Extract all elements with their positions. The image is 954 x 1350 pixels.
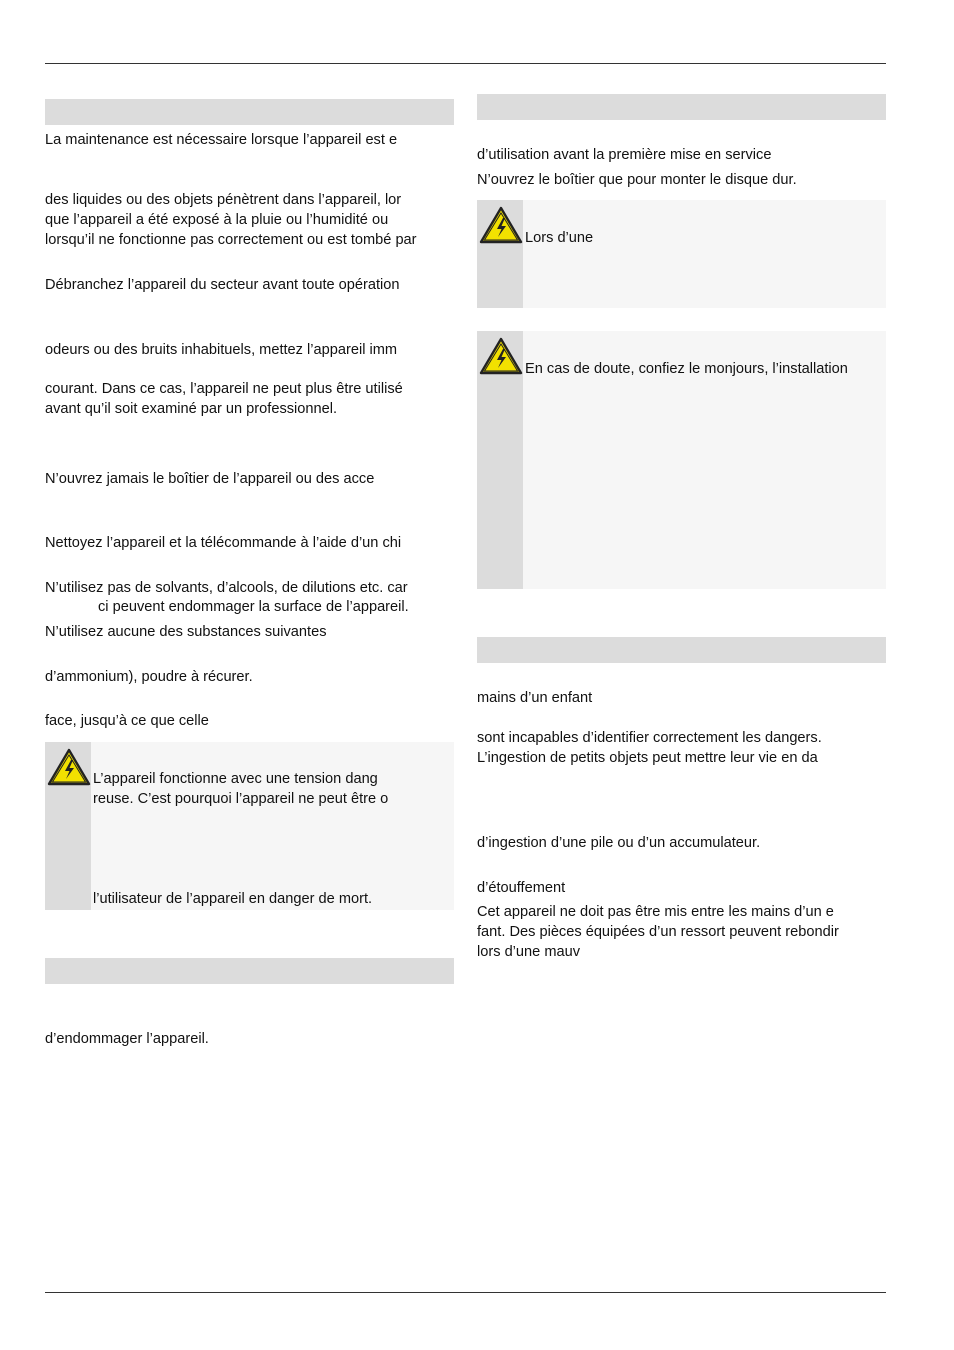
right-section-header-1	[477, 94, 886, 120]
right-warning-text: En cas de doute, confiez le monjours, l’installation	[525, 361, 848, 377]
high-voltage-warning-icon	[479, 206, 523, 244]
right-text-line: mains d’un enfant	[477, 690, 593, 706]
left-text-line: que l’appareil a été exposé à la pluie ou l’humidité ou	[45, 212, 389, 228]
top-rule	[45, 63, 886, 64]
bottom-rule	[45, 1292, 886, 1293]
left-section-header-2	[45, 958, 454, 984]
left-text-line: des liquides ou des objets pénètrent dans l’appareil, lor	[45, 192, 402, 208]
left-text-line: La maintenance est nécessaire lorsque l’appareil est e	[45, 132, 398, 148]
high-voltage-warning-icon	[479, 337, 523, 375]
right-text-line: lors d’une mauv	[477, 944, 581, 960]
right-text-line: d’utilisation avant la première mise en service	[477, 147, 772, 163]
right-text-line: Cet appareil ne doit pas être mis entre les mains d’un e	[477, 904, 834, 920]
left-text-line: N’utilisez aucune des substances suivantes	[45, 624, 327, 640]
left-text-line: odeurs ou des bruits inhabituels, mettez l’appareil imm	[45, 342, 398, 358]
left-text-line: d’endommager l’appareil.	[45, 1031, 209, 1047]
left-warning-box	[45, 742, 454, 910]
right-text-line: N’ouvrez le boîtier que pour monter le disque dur.	[477, 172, 797, 188]
right-warning-box-1	[477, 200, 886, 308]
high-voltage-warning-icon	[47, 748, 91, 786]
left-text-line: ci peuvent endommager la surface de l’appareil.	[98, 599, 409, 615]
right-text-line: d’ingestion d’une pile ou d’un accumulateur.	[477, 835, 761, 851]
left-warning-text: L’appareil fonctionne avec une tension dang	[93, 771, 378, 787]
right-section-header-children	[477, 637, 886, 663]
right-text-line: sont incapables d’identifier correctement les dangers.	[477, 730, 822, 746]
left-text-line: lorsqu’il ne fonctionne pas correctement ou est tombé par	[45, 232, 417, 248]
right-text-line: d’étouffement	[477, 880, 566, 896]
left-warning-text: reuse. C’est pourquoi l’appareil ne peut être o	[93, 791, 389, 807]
left-text-line: d’ammonium), poudre à récurer.	[45, 669, 253, 685]
right-warning-text: Lors d’une	[525, 230, 594, 246]
left-text-line: avant qu’il soit examiné par un professionnel.	[45, 401, 338, 417]
left-warning-text: l’utilisateur de l’appareil en danger de mort.	[93, 891, 373, 907]
left-text-line: N’utilisez pas de solvants, d’alcools, de dilutions etc. car	[45, 580, 408, 596]
right-text-line: fant. Des pièces équipées d’un ressort peuvent rebondir	[477, 924, 839, 940]
right-text-line: L’ingestion de petits objets peut mettre leur vie en da	[477, 750, 818, 766]
left-text-line: N’ouvrez jamais le boîtier de l’appareil ou des acce	[45, 471, 375, 487]
left-text-line: face, jusqu’à ce que celle	[45, 713, 209, 729]
left-section-header-maintenance	[45, 99, 454, 125]
left-text-line: Débranchez l’appareil du secteur avant toute opération	[45, 277, 400, 293]
left-text-line: courant. Dans ce cas, l’appareil ne peut plus être utilisé	[45, 381, 403, 397]
left-text-line: Nettoyez l’appareil et la télécommande à l’aide d’un chi	[45, 535, 402, 551]
